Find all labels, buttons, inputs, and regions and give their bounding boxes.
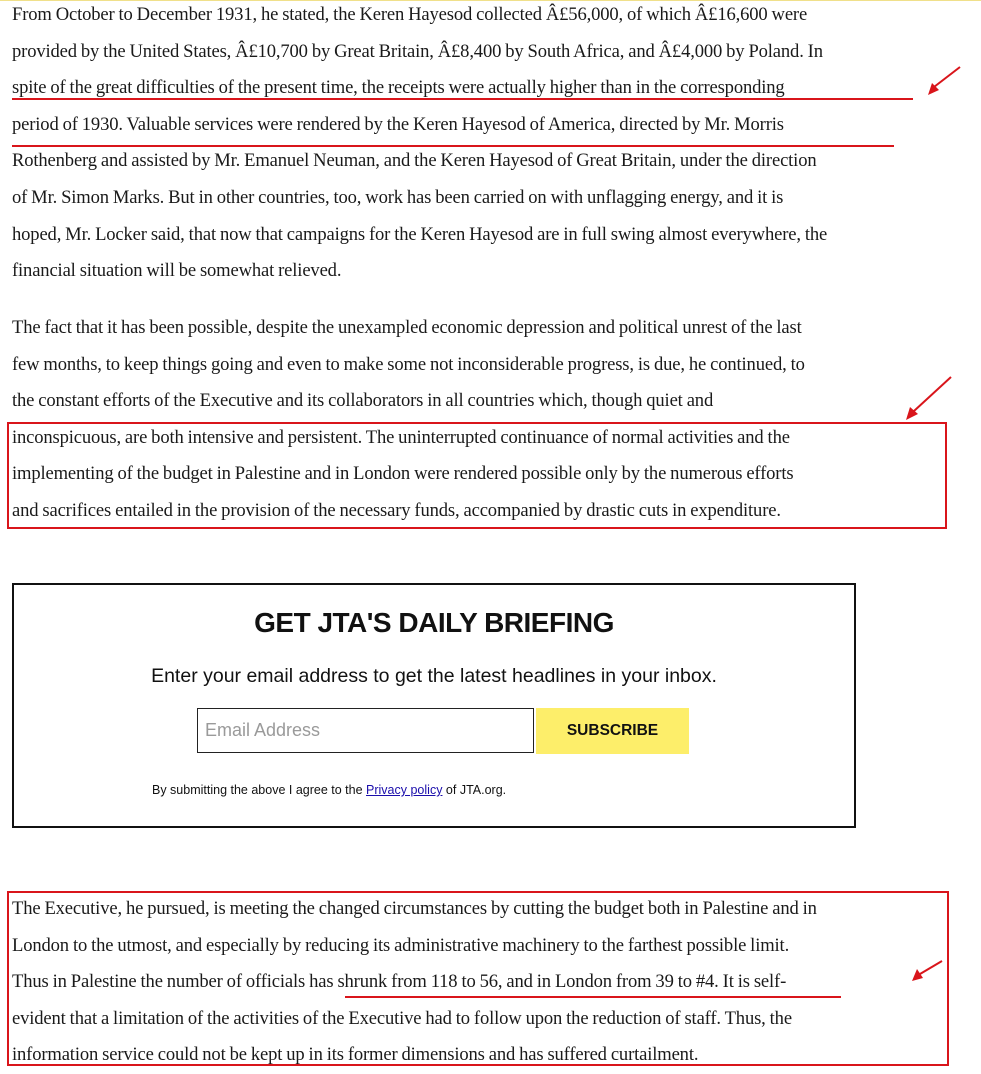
paragraph-line: of Mr. Simon Marks. But in other countries, too, work has been carried on with unflagging energy, and it is <box>12 186 784 208</box>
privacy-policy-link[interactable]: Privacy policy <box>366 783 443 797</box>
paragraph-line: From October to December 1931, he stated, the Keren Hayesod collected Â£56,000, of which Â£16,600 were <box>12 4 808 25</box>
paragraph-line: Thus in Palestine the number of officials has shrunk from 118 to 56, and in London from 39 to #4. It is self- <box>12 971 787 993</box>
red-arrow-annotation <box>920 64 964 100</box>
paragraph-line: period of 1930. Valuable services were rendered by the Keren Hayesod of America, directed by Mr. Morris <box>12 113 784 135</box>
paragraph-line: implementing of the budget in Palestine and in London were rendered possible only by the numerous efforts <box>12 463 794 485</box>
paragraph-line: inconspicuous, are both intensive and persistent. The uninterrupted continuance of normal activities and the <box>12 426 790 448</box>
red-arrow-annotation <box>900 374 954 424</box>
paragraph-line: information service could not be kept up in its former dimensions and has suffered curtailment. <box>12 1044 699 1066</box>
paragraph-line: Rothenberg and assisted by Mr. Emanuel Neuman, and the Keren Hayesod of Great Britain, under the direction <box>12 150 817 172</box>
red-box-annotation <box>7 891 949 1066</box>
paragraph-line: London to the utmost, and especially by reducing its administrative machinery to the farthest possible limit. <box>12 934 790 956</box>
paragraph-line: The Executive, he pursued, is meeting the changed circumstances by cutting the budget both in Palestine and in <box>12 898 817 919</box>
fine-print-text: By submitting the above I agree to the <box>152 783 367 797</box>
fine-print-text: of JTA.org. <box>442 783 507 797</box>
paragraph-line: spite of the great difficulties of the present time, the receipts were actually higher than in the corresponding <box>12 77 785 99</box>
newsletter-subtitle: Enter your email address to get the latest headlines in your inbox. <box>151 665 717 687</box>
red-underline-annotation <box>12 98 913 100</box>
privacy-fine-print <box>152 783 506 797</box>
red-underline-annotation <box>345 996 841 998</box>
paragraph-line: evident that a limitation of the activities of the Executive had to follow upon the reduction of staff. Thus, the <box>12 1007 792 1029</box>
paragraph-line: the constant efforts of the Executive and its collaborators in all countries which, though quiet and <box>12 390 714 412</box>
newsletter-signup-box <box>12 583 856 828</box>
paragraph-line: The fact that it has been possible, despite the unexampled economic depression and political unrest of the last <box>12 317 802 338</box>
red-arrow-annotation <box>906 958 946 986</box>
newsletter-title: GET JTA'S DAILY BRIEFING <box>254 607 614 638</box>
paragraph-line: and sacrifices entailed in the provision of the necessary funds, accompanied by drastic cuts in expenditure. <box>12 499 781 521</box>
paragraph-line: provided by the United States, Â£10,700 by Great Britain, Â£8,400 by South Africa, and Â£4,000 by Poland. In <box>12 40 823 62</box>
red-underline-annotation <box>12 145 894 147</box>
paragraph-line: few months, to keep things going and even to make some not inconsiderable progress, is due, he continued, to <box>12 353 805 375</box>
red-box-annotation <box>7 422 947 529</box>
subscribe-button[interactable]: SUBSCRIBE <box>536 708 689 754</box>
email-input[interactable] <box>197 708 534 753</box>
paragraph-line: hoped, Mr. Locker said, that now that campaigns for the Keren Hayesod are in full swing almost everywhere, the <box>12 223 828 245</box>
paragraph-line: financial situation will be somewhat relieved. <box>12 260 342 282</box>
